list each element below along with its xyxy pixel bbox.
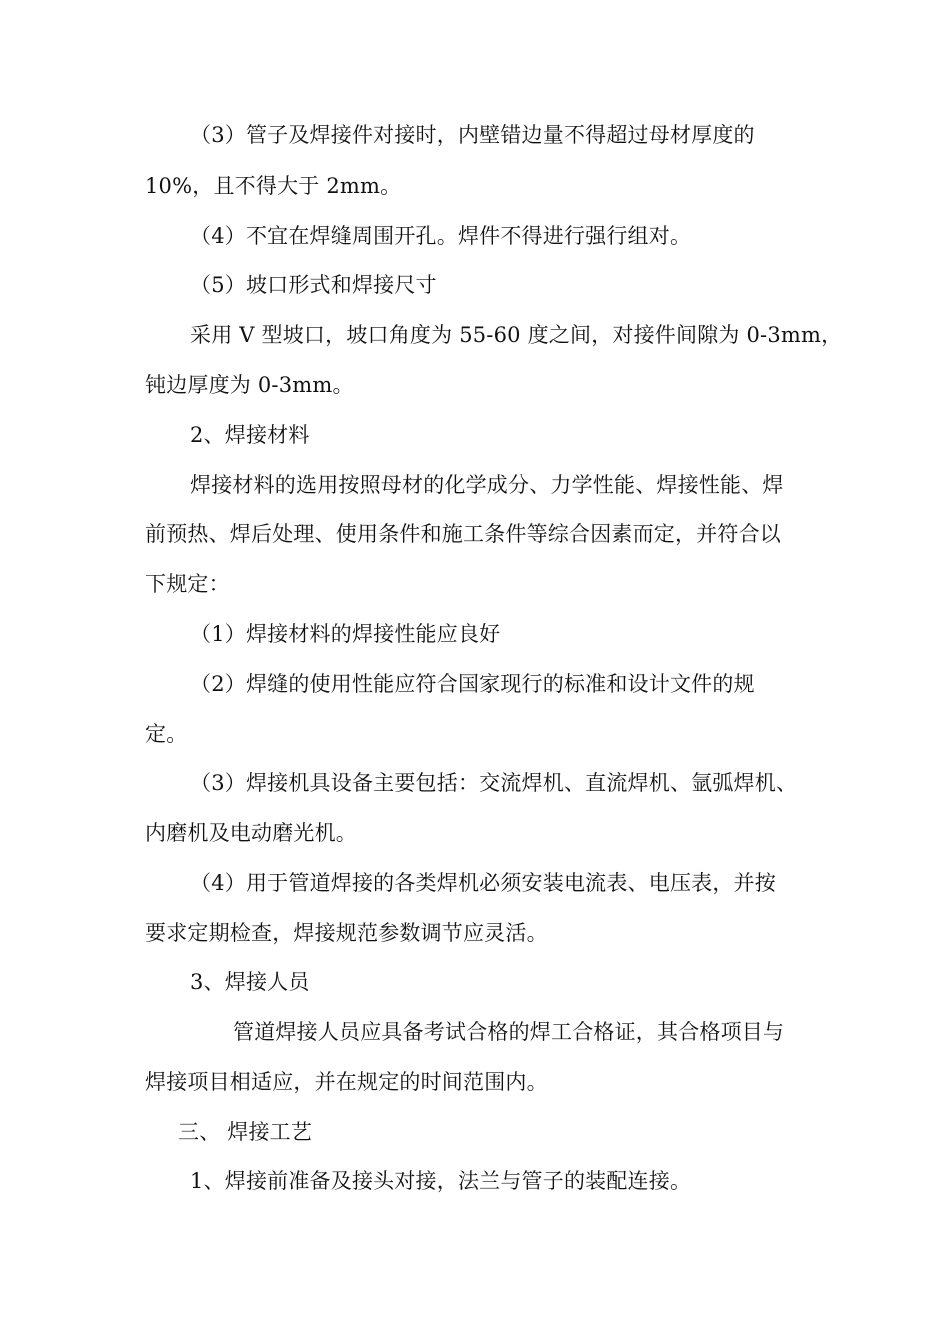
paragraph-line: 钝边厚度为 0-3mm。 bbox=[145, 373, 354, 397]
paragraph-line: 焊接项目相适应，并在规定的时间范围内。 bbox=[145, 1070, 548, 1094]
section-heading: 三、 焊接工艺 bbox=[178, 1120, 313, 1144]
paragraph-line: 下规定： bbox=[145, 572, 230, 596]
paragraph-line: 前预热、焊后处理、使用条件和施工条件等综合因素而定，并符合以 bbox=[145, 522, 781, 546]
paragraph-line: （1）焊接材料的焊接性能应良好 bbox=[190, 622, 501, 646]
section-heading: 3、焊接人员 bbox=[190, 970, 310, 994]
paragraph-line: （4）用于管道焊接的各类焊机必须安装电流表、电压表，并按 bbox=[190, 871, 776, 895]
paragraph-line: 1、焊接前准备及接头对接，法兰与管子的装配连接。 bbox=[190, 1169, 692, 1193]
paragraph-line: （2）焊缝的使用性能应符合国家现行的标准和设计文件的规 bbox=[190, 672, 755, 696]
paragraph-line: 焊接材料的选用按照母材的化学成分、力学性能、焊接性能、焊 bbox=[190, 473, 784, 497]
section-heading: 2、焊接材料 bbox=[190, 423, 310, 447]
paragraph-line: 10%，且不得大于 2mm。 bbox=[145, 174, 402, 198]
paragraph-line: 管道焊接人员应具备考试合格的焊工合格证，其合格项目与 bbox=[233, 1020, 785, 1044]
paragraph-line: （4）不宜在焊缝周围开孔。焊件不得进行强行组对。 bbox=[190, 224, 692, 248]
paragraph-line: 要求定期检查，焊接规范参数调节应灵活。 bbox=[145, 921, 548, 945]
paragraph-line: （3）焊接机具设备主要包括：交流焊机、直流焊机、氩弧焊机、 bbox=[190, 771, 798, 795]
paragraph-line: 内磨机及电动磨光机。 bbox=[145, 821, 357, 845]
paragraph-line: （3）管子及焊接件对接时，内壁错边量不得超过母材厚度的 bbox=[190, 123, 755, 147]
paragraph-line: （5）坡口形式和焊接尺寸 bbox=[190, 273, 437, 297]
paragraph-line: 采用 V 型坡口，坡口角度为 55-60 度之间，对接件间隙为 0-3mm， bbox=[190, 323, 843, 347]
paragraph-line: 定。 bbox=[145, 722, 188, 746]
